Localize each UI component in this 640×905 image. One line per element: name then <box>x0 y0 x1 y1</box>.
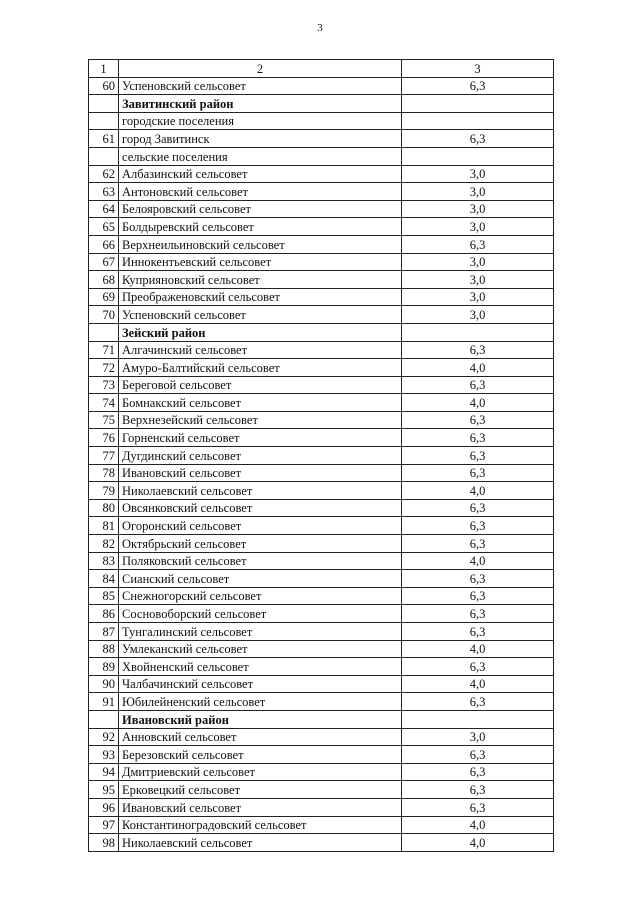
rate-value: 4,0 <box>402 482 554 500</box>
settlement-name: сельские поселения <box>119 147 402 165</box>
row-number: 67 <box>89 253 119 271</box>
row-number: 70 <box>89 306 119 324</box>
row-number: 76 <box>89 429 119 447</box>
table-row <box>89 763 554 781</box>
rate-value <box>402 710 554 728</box>
settlement-name: Амуро-Балтийский сельсовет <box>119 359 402 377</box>
rate-value <box>402 147 554 165</box>
settlement-name: Снежногорский сельсовет <box>119 587 402 605</box>
table-row <box>89 552 554 570</box>
table-row <box>89 781 554 799</box>
row-number: 86 <box>89 605 119 623</box>
rate-value: 6,3 <box>402 781 554 799</box>
row-number: 96 <box>89 798 119 816</box>
row-number: 93 <box>89 746 119 764</box>
rate-value: 6,3 <box>402 693 554 711</box>
rate-value: 6,3 <box>402 376 554 394</box>
row-number: 78 <box>89 464 119 482</box>
settlement-name: Бомнакский сельсовет <box>119 394 402 412</box>
table-row <box>89 798 554 816</box>
table-row <box>89 517 554 535</box>
rate-value: 6,3 <box>402 464 554 482</box>
settlement-name: Антоновский сельсовет <box>119 183 402 201</box>
row-number: 82 <box>89 535 119 553</box>
row-number: 89 <box>89 658 119 676</box>
table-row <box>89 447 554 465</box>
row-number: 65 <box>89 218 119 236</box>
table-row <box>89 587 554 605</box>
rate-value: 6,3 <box>402 658 554 676</box>
table-row <box>89 306 554 324</box>
row-number: 60 <box>89 77 119 95</box>
table-row <box>89 376 554 394</box>
row-number: 68 <box>89 271 119 289</box>
row-number: 64 <box>89 200 119 218</box>
settlement-name: Чалбачинский сельсовет <box>119 675 402 693</box>
settlement-name: Дугдинский сельсовет <box>119 447 402 465</box>
row-number <box>89 112 119 130</box>
table-row <box>89 288 554 306</box>
header-col-3: 3 <box>402 60 554 78</box>
rate-value: 4,0 <box>402 552 554 570</box>
row-number: 87 <box>89 623 119 641</box>
row-number: 88 <box>89 640 119 658</box>
row-number <box>89 147 119 165</box>
row-number <box>89 710 119 728</box>
table-row <box>89 200 554 218</box>
settlement-name: Огоронский сельсовет <box>119 517 402 535</box>
table-row <box>89 675 554 693</box>
settlement-name: Горненский сельсовет <box>119 429 402 447</box>
rate-value: 4,0 <box>402 834 554 852</box>
settlement-name: Дмитриевский сельсовет <box>119 763 402 781</box>
table-row <box>89 394 554 412</box>
table-row <box>89 816 554 834</box>
settlement-name: Березовский сельсовет <box>119 746 402 764</box>
table-row <box>89 130 554 148</box>
settlement-name: Ерковецкий сельсовет <box>119 781 402 799</box>
table-row <box>89 640 554 658</box>
row-number: 92 <box>89 728 119 746</box>
table-row <box>89 359 554 377</box>
table-row <box>89 658 554 676</box>
table-row <box>89 535 554 553</box>
row-number: 66 <box>89 235 119 253</box>
table-row <box>89 728 554 746</box>
row-number: 63 <box>89 183 119 201</box>
subsection-row <box>89 147 554 165</box>
row-number: 62 <box>89 165 119 183</box>
row-number: 72 <box>89 359 119 377</box>
rate-value: 6,3 <box>402 499 554 517</box>
table-row <box>89 235 554 253</box>
table-row <box>89 183 554 201</box>
table-row <box>89 746 554 764</box>
row-number: 69 <box>89 288 119 306</box>
settlement-name: Сианский сельсовет <box>119 570 402 588</box>
table-row <box>89 605 554 623</box>
row-number: 81 <box>89 517 119 535</box>
row-number: 95 <box>89 781 119 799</box>
rate-value: 6,3 <box>402 535 554 553</box>
settlement-name: Сосновоборский сельсовет <box>119 605 402 623</box>
row-number: 79 <box>89 482 119 500</box>
table-row <box>89 834 554 852</box>
settlement-name: Умлеканский сельсовет <box>119 640 402 658</box>
settlement-name: Юбилейненский сельсовет <box>119 693 402 711</box>
table-row <box>89 693 554 711</box>
rate-value: 3,0 <box>402 183 554 201</box>
settlements-table <box>88 59 554 852</box>
settlement-name: Тунгалинский сельсовет <box>119 623 402 641</box>
settlement-name: Поляковский сельсовет <box>119 552 402 570</box>
settlement-name: Октябрьский сельсовет <box>119 535 402 553</box>
rate-value: 3,0 <box>402 218 554 236</box>
table-row <box>89 271 554 289</box>
rate-value: 6,3 <box>402 447 554 465</box>
row-number <box>89 323 119 341</box>
rate-value: 6,3 <box>402 763 554 781</box>
settlement-name: городские поселения <box>119 112 402 130</box>
settlement-name: Албазинский сельсовет <box>119 165 402 183</box>
rate-value: 6,3 <box>402 429 554 447</box>
row-number <box>89 95 119 113</box>
settlement-name: Алгачинский сельсовет <box>119 341 402 359</box>
table-row <box>89 77 554 95</box>
settlement-name: Ивановский сельсовет <box>119 798 402 816</box>
table-row <box>89 341 554 359</box>
settlement-name: Болдыревский сельсовет <box>119 218 402 236</box>
subsection-row <box>89 112 554 130</box>
header-col-2: 2 <box>119 60 402 78</box>
settlement-name: Хвойненский сельсовет <box>119 658 402 676</box>
rate-value: 4,0 <box>402 816 554 834</box>
settlement-name: Куприяновский сельсовет <box>119 271 402 289</box>
rate-value: 6,3 <box>402 623 554 641</box>
settlement-name: Верхнезейский сельсовет <box>119 411 402 429</box>
rate-value: 6,3 <box>402 77 554 95</box>
table-row <box>89 218 554 236</box>
settlement-name: Береговой сельсовет <box>119 376 402 394</box>
rate-value: 3,0 <box>402 271 554 289</box>
row-number: 80 <box>89 499 119 517</box>
rate-value: 4,0 <box>402 359 554 377</box>
district-name: Зейский район <box>119 323 402 341</box>
rate-value: 6,3 <box>402 341 554 359</box>
rate-value: 6,3 <box>402 130 554 148</box>
table-row <box>89 464 554 482</box>
rate-value: 3,0 <box>402 728 554 746</box>
row-number: 90 <box>89 675 119 693</box>
rate-value: 6,3 <box>402 411 554 429</box>
header-col-1: 1 <box>89 60 119 78</box>
table-row <box>89 429 554 447</box>
rate-value <box>402 323 554 341</box>
rate-value: 6,3 <box>402 235 554 253</box>
settlement-name: Ивановский сельсовет <box>119 464 402 482</box>
district-row <box>89 710 554 728</box>
row-number: 73 <box>89 376 119 394</box>
rate-value: 3,0 <box>402 288 554 306</box>
district-name: Ивановский район <box>119 710 402 728</box>
table-row <box>89 482 554 500</box>
district-name: Завитинский район <box>119 95 402 113</box>
settlement-name: Овсянковский сельсовет <box>119 499 402 517</box>
table-row <box>89 411 554 429</box>
settlement-name: Преображеновский сельсовет <box>119 288 402 306</box>
table-row <box>89 253 554 271</box>
settlement-name: Анновский сельсовет <box>119 728 402 746</box>
row-number: 85 <box>89 587 119 605</box>
rate-value: 4,0 <box>402 640 554 658</box>
settlement-name: Николаевский сельсовет <box>119 834 402 852</box>
settlement-name: Успеновский сельсовет <box>119 77 402 95</box>
row-number: 94 <box>89 763 119 781</box>
row-number: 71 <box>89 341 119 359</box>
rate-value: 4,0 <box>402 675 554 693</box>
settlement-name: Николаевский сельсовет <box>119 482 402 500</box>
row-number: 61 <box>89 130 119 148</box>
row-number: 98 <box>89 834 119 852</box>
rate-value: 6,3 <box>402 517 554 535</box>
row-number: 91 <box>89 693 119 711</box>
row-number: 74 <box>89 394 119 412</box>
settlement-name: город Завитинск <box>119 130 402 148</box>
table-row <box>89 165 554 183</box>
settlement-name: Белояровский сельсовет <box>119 200 402 218</box>
rate-value: 3,0 <box>402 200 554 218</box>
rate-value: 6,3 <box>402 798 554 816</box>
district-row <box>89 323 554 341</box>
page-number: 3 <box>317 22 323 34</box>
settlement-name: Константиноградовский сельсовет <box>119 816 402 834</box>
row-number: 75 <box>89 411 119 429</box>
rate-value: 6,3 <box>402 587 554 605</box>
settlement-name: Верхнеильиновский сельсовет <box>119 235 402 253</box>
rate-value: 3,0 <box>402 253 554 271</box>
row-number: 83 <box>89 552 119 570</box>
table-header-row <box>89 60 554 78</box>
settlement-name: Успеновский сельсовет <box>119 306 402 324</box>
rate-value <box>402 95 554 113</box>
table-row <box>89 623 554 641</box>
district-row <box>89 95 554 113</box>
rate-value: 4,0 <box>402 394 554 412</box>
table-row <box>89 570 554 588</box>
row-number: 77 <box>89 447 119 465</box>
rate-value: 3,0 <box>402 165 554 183</box>
settlement-name: Иннокентьевский сельсовет <box>119 253 402 271</box>
rate-value: 6,3 <box>402 570 554 588</box>
rate-value: 3,0 <box>402 306 554 324</box>
rate-value: 6,3 <box>402 605 554 623</box>
rate-value: 6,3 <box>402 746 554 764</box>
table-row <box>89 499 554 517</box>
rate-value <box>402 112 554 130</box>
row-number: 84 <box>89 570 119 588</box>
row-number: 97 <box>89 816 119 834</box>
